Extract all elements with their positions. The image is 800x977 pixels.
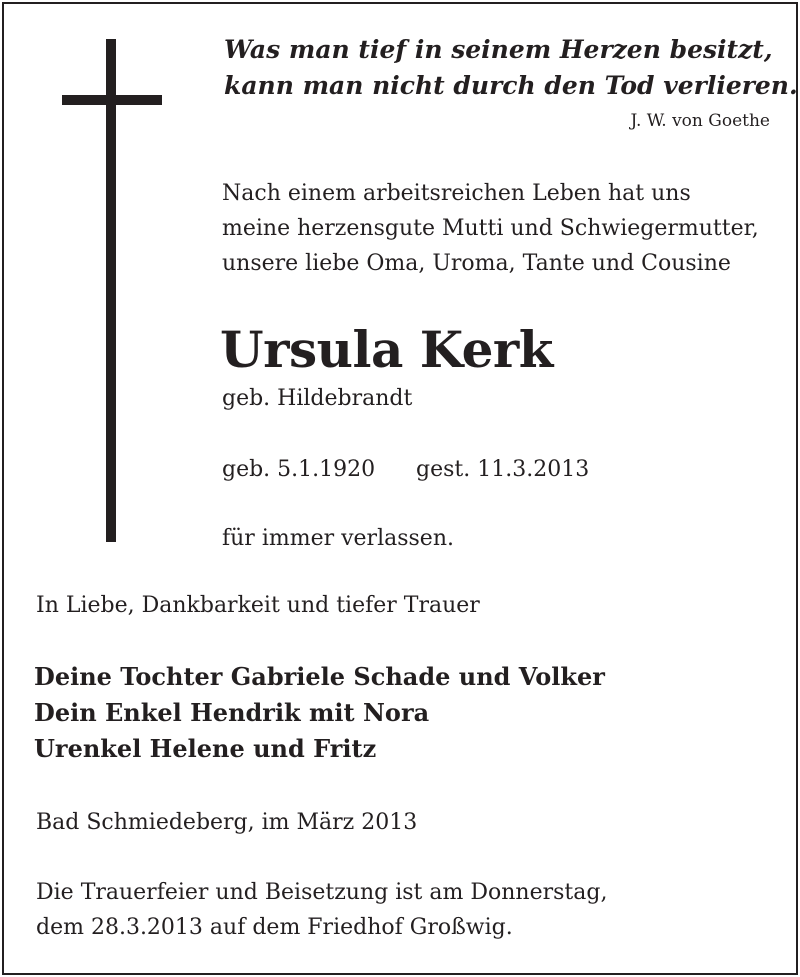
intro-line: unsere liebe Oma, Uroma, Tante und Cousine [222, 251, 731, 276]
family-member-line: Dein Enkel Hendrik mit Nora [34, 698, 430, 727]
quote-line: kann man nicht durch den Tod verlieren. [224, 71, 798, 100]
cross-horizontal-bar [62, 95, 162, 105]
quote-line: Was man tief in seinem Herzen besitzt, [224, 35, 773, 64]
death-date: gest. 11.3.2013 [416, 457, 590, 482]
birth-date: geb. 5.1.1920 [222, 457, 376, 482]
cross-vertical-bar [106, 39, 116, 542]
goethe-quote [224, 32, 798, 104]
family-member-line: Deine Tochter Gabriele Schade und Volker [34, 662, 605, 691]
intro-line: Nach einem arbeitsreichen Leben hat uns [222, 181, 691, 206]
deceased-name: Ursula Kerk [220, 320, 553, 379]
place-date: Bad Schmiedeberg, im März 2013 [36, 810, 418, 835]
funeral-info [36, 875, 607, 945]
mourning-line: In Liebe, Dankbarkeit und tiefer Trauer [36, 593, 480, 618]
funeral-line: Die Trauerfeier und Beisetzung ist am Donnerstag, [36, 880, 608, 905]
obituary-notice [2, 2, 798, 975]
intro-text [222, 176, 759, 281]
family-signatures [34, 659, 605, 767]
maiden-name: geb. Hildebrandt [222, 386, 413, 411]
quote-author: J. W. von Goethe [630, 111, 770, 131]
closing-phrase: für immer verlassen. [222, 526, 454, 551]
funeral-line: dem 28.3.2013 auf dem Friedhof Großwig. [36, 915, 513, 940]
family-member-line: Urenkel Helene und Fritz [34, 734, 377, 763]
intro-line: meine herzensgute Mutti und Schwiegermutter, [222, 216, 759, 241]
